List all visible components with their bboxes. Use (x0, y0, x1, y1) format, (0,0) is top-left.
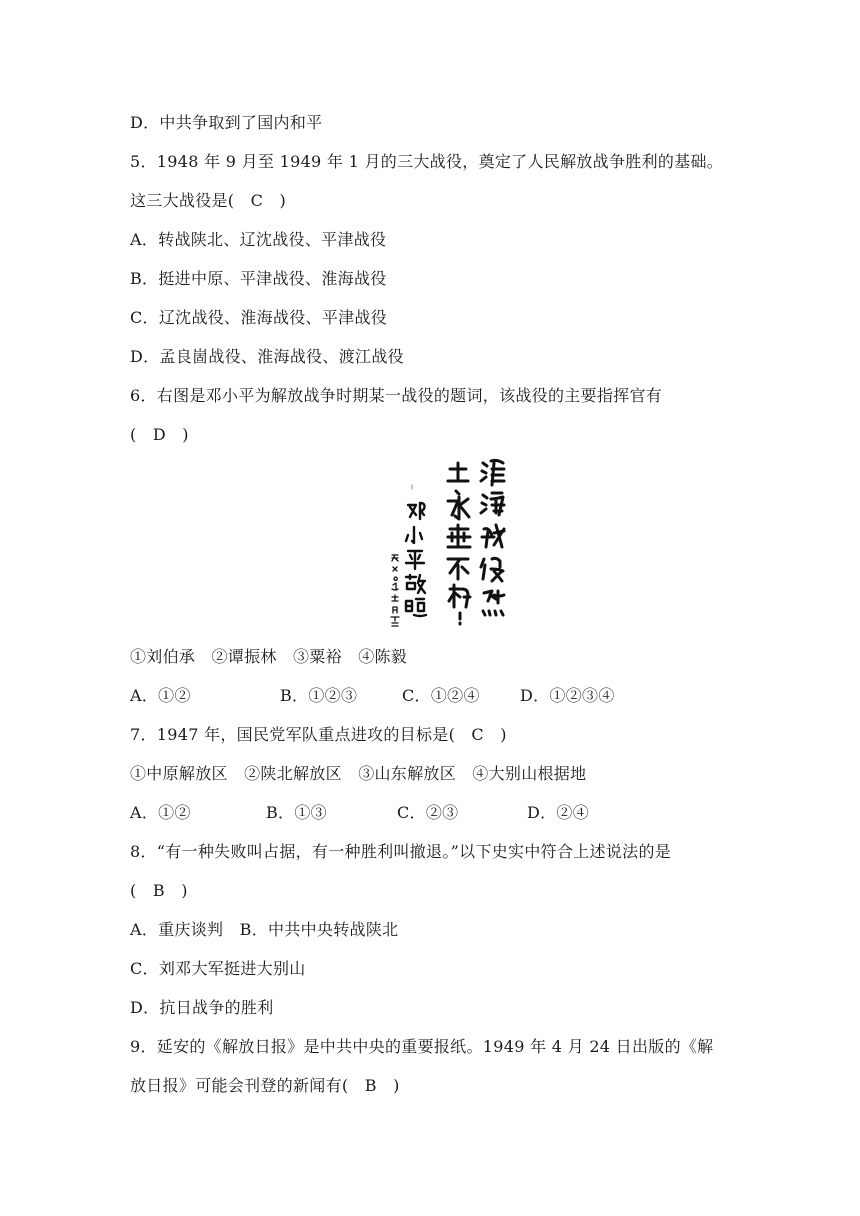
q7-options-row (130, 803, 589, 823)
q8-option-d: D．抗日战争的胜利 (130, 998, 274, 1017)
q9-stem-line-1: 9．延安的《解放日报》是中共中央的重要报纸。1949 年 4 月 24 日出版的《解 (130, 1037, 714, 1056)
q6-option-b: B．①②③ (280, 686, 358, 705)
q7-option-c: C．②③ (397, 803, 459, 822)
q5-option-d: D．孟良崮战役、淮海战役、渡江战役 (130, 347, 404, 366)
q5-option-b: B．挺进中原、平津战役、淮海战役 (130, 269, 387, 288)
q6-option-c: C．①②④ (402, 686, 480, 705)
calligraphy-inscription-image (388, 455, 510, 627)
q6-option-d: D．①②③④ (520, 686, 615, 705)
q8-stem-line-2: ( B ) (130, 881, 188, 900)
q8-stem-line-1: 8．“有一种失败叫占据，有一种胜利叫撤退。”以下史实中符合上述说法的是 (130, 842, 672, 861)
q6-choices: ①刘伯承 ②谭振林 ③粟裕 ④陈毅 (130, 647, 408, 666)
q7-option-d: D．②④ (527, 803, 590, 822)
q9-stem-line-2: 放日报》可能会刊登的新闻有( B ) (130, 1076, 400, 1095)
q7-stem: 7．1947 年，国民党军队重点进攻的目标是( C ) (130, 725, 507, 744)
q6-option-a: A．①② (130, 686, 191, 705)
q5-option-c: C．辽沈战役、淮海战役、平津战役 (130, 308, 388, 327)
q5-option-a: A．转战陕北、辽沈战役、平津战役 (130, 230, 387, 249)
q5-stem-line-1: 5．1948 年 9 月至 1949 年 1 月的三大战役，奠定了人民解放战争胜利的基础。 (130, 152, 724, 171)
q6-stem-line-2: ( D ) (130, 425, 189, 444)
q6-stem-line-1: 6．右图是邓小平为解放战争时期某一战役的题词，该战役的主要指挥官有 (130, 386, 663, 405)
q5-stem-line-2: 这三大战役是( C ) (130, 191, 287, 210)
q4-option-d: D．中共争取到了国内和平 (130, 113, 323, 132)
q8-option-a-b: A．重庆谈判 B．中共中央转战陕北 (130, 920, 399, 939)
q7-choices: ①中原解放区 ②陕北解放区 ③山东解放区 ④大别山根据地 (130, 764, 587, 783)
q8-option-c: C．刘邓大军挺进大别山 (130, 959, 306, 978)
q6-options-row (130, 686, 615, 706)
q7-option-b: B．①③ (266, 803, 327, 822)
q7-option-a: A．①② (130, 803, 191, 822)
